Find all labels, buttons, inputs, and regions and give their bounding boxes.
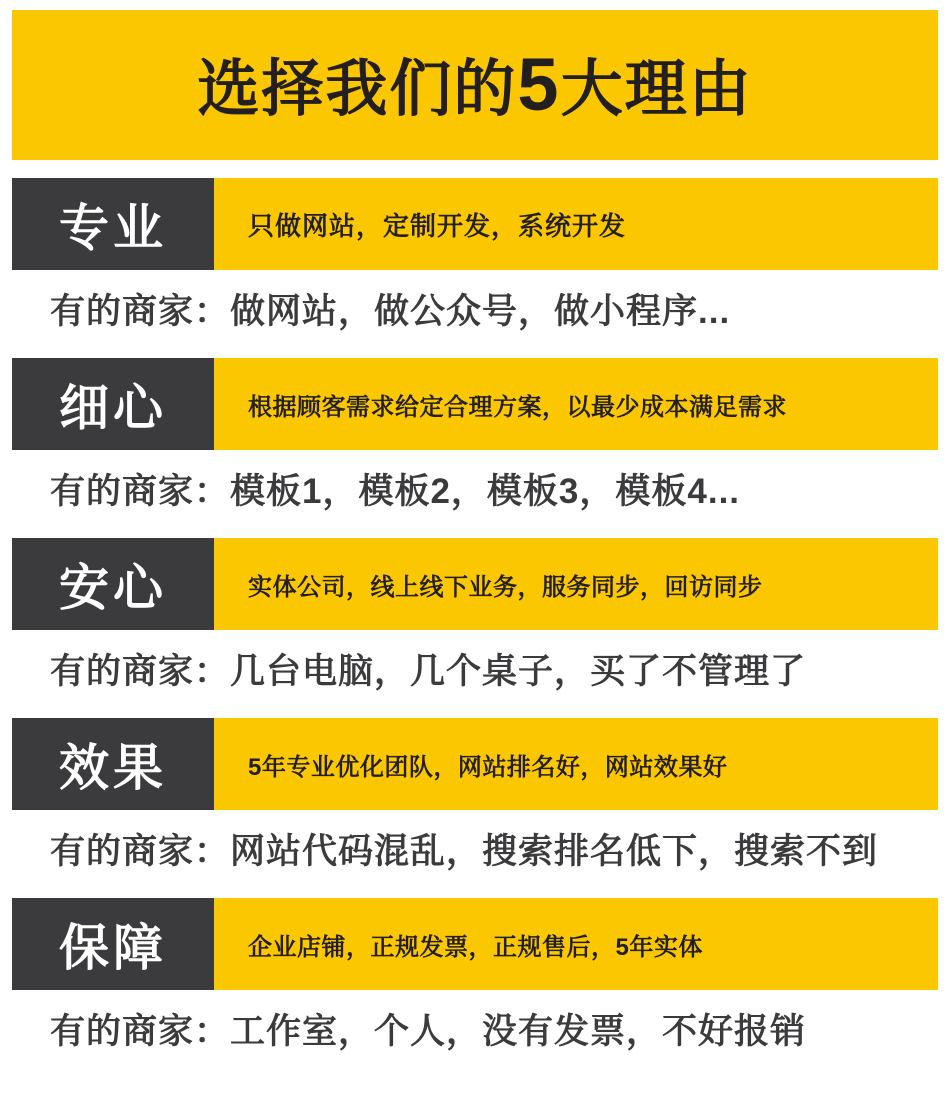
reason-tag: 保障 [12,898,214,990]
reason-description: 只做网站，定制开发，系统开发 [214,178,938,270]
reason-tag: 安心 [12,538,214,630]
reason-description: 5年专业优化团队，网站排名好，网站效果好 [214,718,938,810]
title-number: 5 [517,43,561,126]
header-banner [12,10,938,160]
reason-item [12,538,938,708]
reason-contrast: 有的商家：模板1，模板2，模板3，模板4... [12,450,938,528]
reason-item [12,718,938,888]
reason-contrast: 有的商家：网站代码混乱，搜索排名低下，搜索不到 [12,810,938,888]
reason-tag: 效果 [12,718,214,810]
title-prefix: 选择我们的 [197,55,518,124]
reason-contrast: 有的商家：工作室，个人，没有发票，不好报销 [12,990,938,1068]
reason-item [12,178,938,348]
reason-description: 企业店铺，正规发票，正规售后，5年实体 [214,898,938,990]
reason-tag: 专业 [12,178,214,270]
reason-tag: 细心 [12,358,214,450]
reason-item [12,358,938,528]
reason-item [12,898,938,1068]
reason-description: 根据顾客需求给定合理方案，以最少成本满足需求 [214,358,938,450]
reason-main-row [12,538,938,630]
reason-main-row [12,718,938,810]
page-title [197,43,753,126]
reason-main-row [12,358,938,450]
reason-contrast: 有的商家：做网站，做公众号，做小程序... [12,270,938,348]
title-suffix: 大理由 [560,55,753,124]
reason-main-row [12,178,938,270]
reason-contrast: 有的商家：几台电脑，几个桌子，买了不管理了 [12,630,938,708]
reason-list [12,178,938,1112]
reason-main-row [12,898,938,990]
reason-description: 实体公司，线上线下业务，服务同步，回访同步 [214,538,938,630]
